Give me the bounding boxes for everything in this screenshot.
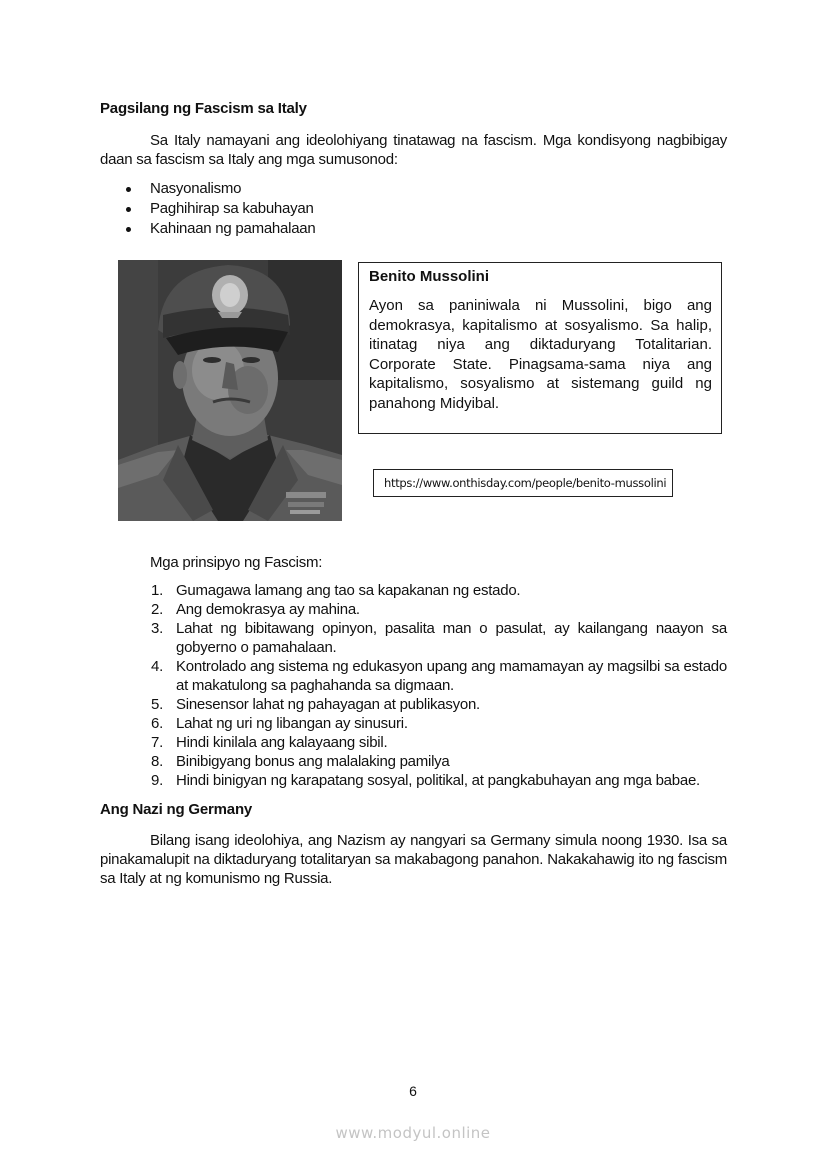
principle-item bbox=[150, 581, 727, 600]
principle-text: Gumagawa lamang ang tao sa kapakanan ng estado. bbox=[176, 582, 521, 599]
bullet-icon bbox=[126, 207, 131, 212]
conditions-bullet-list bbox=[100, 179, 700, 239]
principle-number: 8. bbox=[151, 753, 164, 770]
principle-item bbox=[150, 619, 727, 657]
mussolini-portrait-image bbox=[118, 260, 342, 521]
principle-number: 9. bbox=[151, 772, 164, 789]
principle-text: Lahat ng bibitawang opinyon, pasalita man o pasulat, ay kailangang naayon sa gobyerno o pamahalaan. bbox=[176, 620, 727, 656]
principle-number: 7. bbox=[151, 734, 164, 751]
principle-text: Sinesensor lahat ng pahayagan at publikasyon. bbox=[176, 696, 480, 713]
principle-item bbox=[150, 714, 727, 733]
source-url-link[interactable]: https://www.onthisday.com/people/benito-mussolini bbox=[373, 469, 673, 497]
intro-paragraph: Sa Italy namayani ang ideolohiyang tinatawag na fascism. Mga kondisyong nagbibigay daan sa fascism sa Italy ang mga sumusonod: bbox=[100, 132, 727, 168]
principle-text: Ang demokrasya ay mahina. bbox=[176, 601, 360, 618]
bullet-item bbox=[100, 199, 700, 219]
watermark-text: www.modyul.online bbox=[335, 1124, 491, 1142]
principle-item bbox=[150, 657, 727, 695]
bullet-icon bbox=[126, 227, 131, 232]
bullet-item bbox=[100, 219, 700, 239]
principle-text: Kontrolado ang sistema ng edukasyon upang ang mamamayan ay magsilbi sa estado at makatulong sa paghahanda sa digmaan. bbox=[176, 658, 727, 694]
principles-label: Mga prinsipyo ng Fascism: bbox=[150, 554, 323, 571]
principle-number: 1. bbox=[151, 582, 164, 599]
principle-text: Lahat ng uri ng libangan ay sinusuri. bbox=[176, 715, 408, 732]
principle-item bbox=[150, 733, 727, 752]
bullet-item bbox=[100, 179, 700, 199]
principle-text: Hindi binigyan ng karapatang sosyal, politikal, at pangkabuhayan ang mga babae. bbox=[176, 772, 700, 789]
principle-text: Hindi kinilala ang kalayaang sibil. bbox=[176, 734, 388, 751]
section-heading-nazi-germany: Ang Nazi ng Germany bbox=[100, 801, 253, 818]
principle-number: 6. bbox=[151, 715, 164, 732]
bullet-text: Nasyonalismo bbox=[150, 180, 242, 197]
section-heading-fascism-italy: Pagsilang ng Fascism sa Italy bbox=[100, 100, 307, 117]
principles-numbered-list bbox=[150, 581, 727, 790]
principle-text: Binibigyang bonus ang malalaking pamilya bbox=[176, 753, 450, 770]
principle-item bbox=[150, 695, 727, 714]
bullet-icon bbox=[126, 187, 131, 192]
principle-item bbox=[150, 752, 727, 771]
nazi-paragraph: Bilang isang ideolohiya, ang Nazism ay nangyari sa Germany simula noong 1930. Isa sa pinakamalupit na diktaduryang totalitaryan sa makabagong panahon. Nakakahawig ito ng fascism sa Italy at ng komunismo ng Russia. bbox=[100, 832, 727, 887]
principle-item bbox=[150, 600, 727, 619]
mussolini-info-box bbox=[358, 262, 722, 434]
principle-item bbox=[150, 771, 727, 790]
bullet-text: Kahinaan ng pamahalaan bbox=[150, 220, 316, 237]
principle-number: 2. bbox=[151, 601, 164, 618]
principle-number: 3. bbox=[151, 620, 164, 637]
principle-number: 4. bbox=[151, 658, 164, 675]
principle-number: 5. bbox=[151, 696, 164, 713]
info-box-body: Ayon sa paniniwala ni Mussolini, bigo ang demokrasya, kapitalismo at sosyalismo. Sa halip, itinatag niya ang diktaduryang Totalitarian. Corporate State. Pinagsama-sama niya ang kapitalismo, sosyalismo at sistemang guild ng panahong Midyibal. bbox=[369, 297, 712, 412]
info-box-title: Benito Mussolini bbox=[369, 268, 489, 285]
page-number: 6 bbox=[409, 1083, 417, 1099]
bullet-text: Paghihirap sa kabuhayan bbox=[150, 200, 314, 217]
